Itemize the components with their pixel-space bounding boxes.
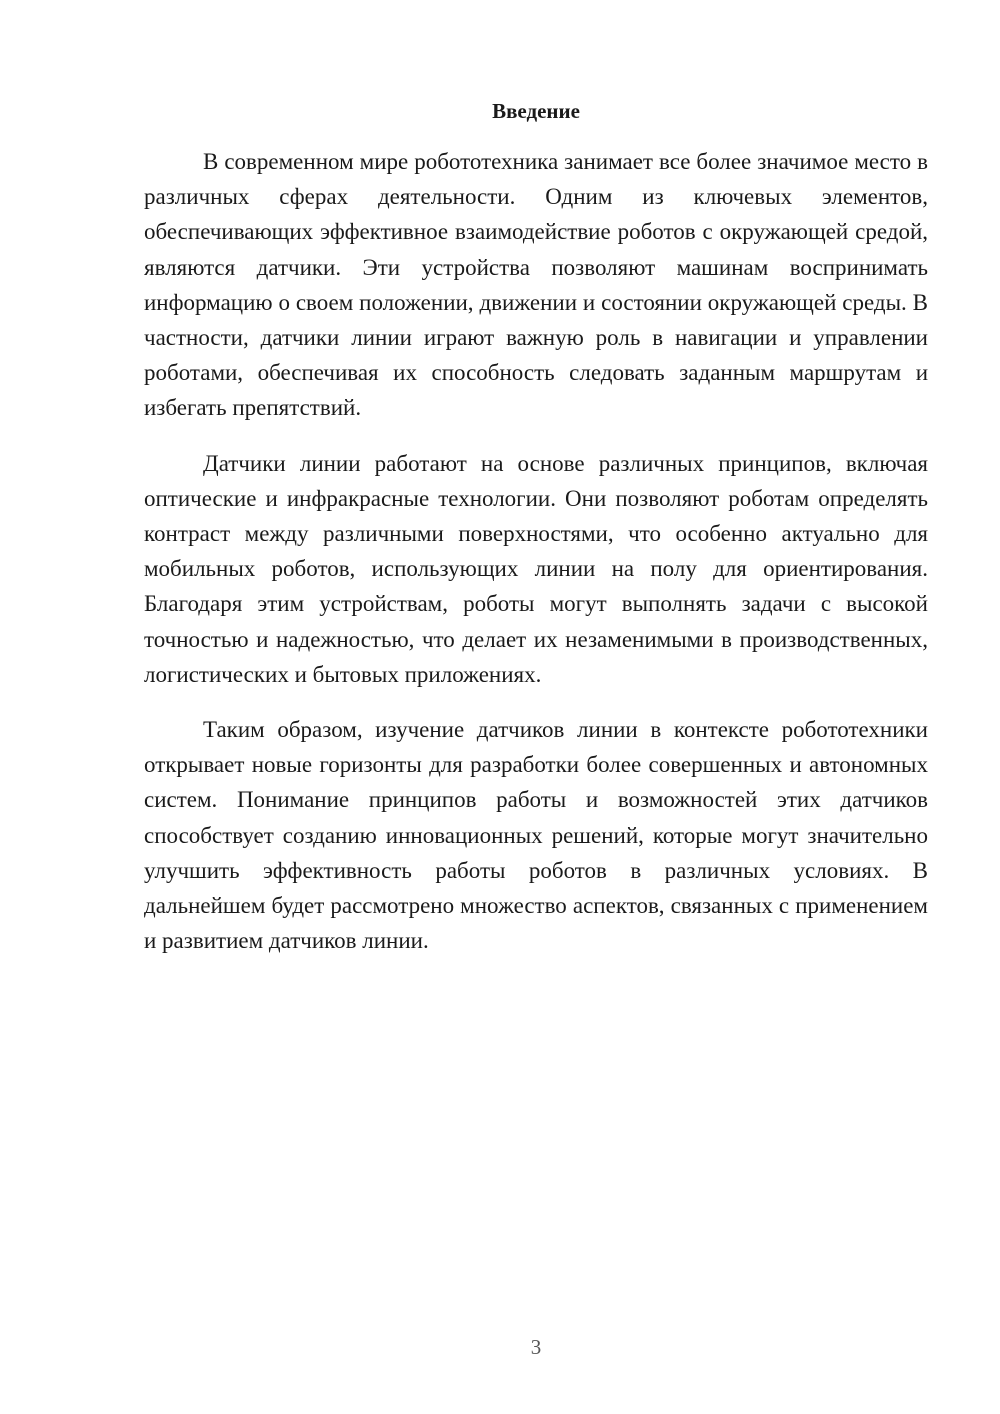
paragraph-1: В современном мире робототехника занимает все более значимое место в различных сферах деятельности. Одним из ключевых элементов, обеспечивающих эффективное взаимодействие роботов с окружающей средой, являются датчики. Эти устройства позволяют машинам воспринимать информацию о своем положении, движении и состоянии окружающей среды. В частности, датчики линии играют важную роль в навигации и управлении роботами, обеспечивая их способность следовать заданным маршрутам и избегать препятствий. — [144, 149, 928, 421]
page-number: 3 — [530, 1335, 542, 1359]
paragraph-3: Таким образом, изучение датчиков линии в контексте робототехники открывает новые горизонты для разработки более совершенных и автономных систем. Понимание принципов работы и возможностей этих датчиков способствует созданию инновационных решений, которые могут значительно улучшить эффективность работы роботов в различных условиях. В дальнейшем будет рассмотрено множество аспектов, связанных с применением и развитием датчиков линии. — [144, 717, 928, 954]
section-heading: Введение — [492, 99, 580, 123]
body-text — [144, 144, 928, 958]
paragraph-2: Датчики линии работают на основе различных принципов, включая оптические и инфракрасные технологии. Они позволяют роботам определять контраст между различными поверхностями, что особенно актуально для мобильных роботов, использующих линии на полу для ориентирования. Благодаря этим устройствам, роботы могут выполнять задачи с высокой точностью и надежностью, что делает их незаменимыми в производственных, логистических и бытовых приложениях. — [144, 450, 928, 687]
